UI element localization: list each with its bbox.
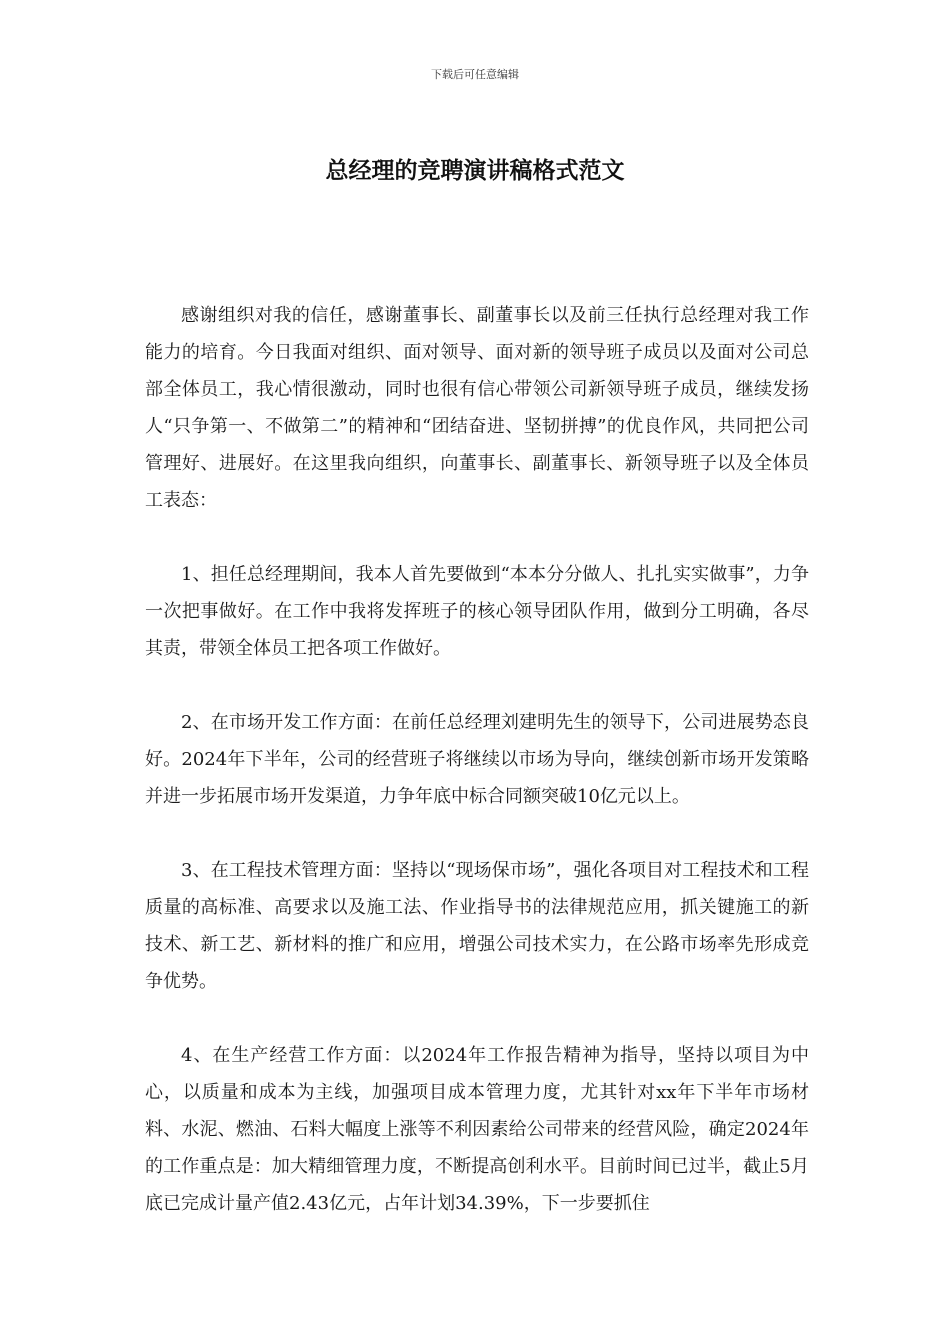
header-note: 下载后可任意编辑: [431, 68, 519, 81]
document-title: 总经理的竞聘演讲稿格式范文: [325, 157, 625, 184]
paragraph-item-1: 1、担任总经理期间，我本人首先要做到“本本分分做人、扎扎实实做事”，力争一次把事做好。在工作中我将发挥班子的核心领导团队作用，做到分工明确，各尽其责，带领全体员工把各项工作做好。: [145, 564, 809, 659]
paragraph-item-4: 4、在生产经营工作方面：以2024年工作报告精神为指导，坚持以项目为中心，以质量和成本为主线，加强项目成本管理力度，尤其针对xx年下半年市场材料、水泥、燃油、石料大幅度上涨等不利因素给公司带来的经营风险，确定2024年的工作重点是：加大精细管理力度，不断提高创利水平。目前时间已过半，截止5月底已完成计量产值2.43亿元，占年计划34.39%，下一步要抓住: [145, 1045, 809, 1214]
paragraph-intro: 感谢组织对我的信任，感谢董事长、副董事长以及前三任执行总经理对我工作能力的培育。今日我面对组织、面对领导、面对新的领导班子成员以及面对公司总部全体员工，我心情很激动，同时也很有信心带领公司新领导班子成员，继续发扬人“只争第一、不做第二”的精神和“团结奋进、坚韧拼搏”的优良作风，共同把公司管理好、进展好。在这里我向组织，向董事长、副董事长、新领导班子以及全体员工表态：: [145, 305, 809, 511]
paragraph-item-3: 3、在工程技术管理方面：坚持以“现场保市场”，强化各项目对工程技术和工程质量的高标准、高要求以及施工法、作业指导书的法律规范应用，抓关键施工的新技术、新工艺、新材料的推广和应用，增强公司技术实力，在公路市场率先形成竞争优势。: [145, 860, 809, 992]
document-body: [145, 297, 809, 1259]
paragraph-item-2: 2、在市场开发工作方面：在前任总经理刘建明先生的领导下，公司进展势态良好。2024年下半年，公司的经营班子将继续以市场为导向，继续创新市场开发策略并进一步拓展市场开发渠道，力争年底中标合同额突破10亿元以上。: [145, 712, 809, 807]
